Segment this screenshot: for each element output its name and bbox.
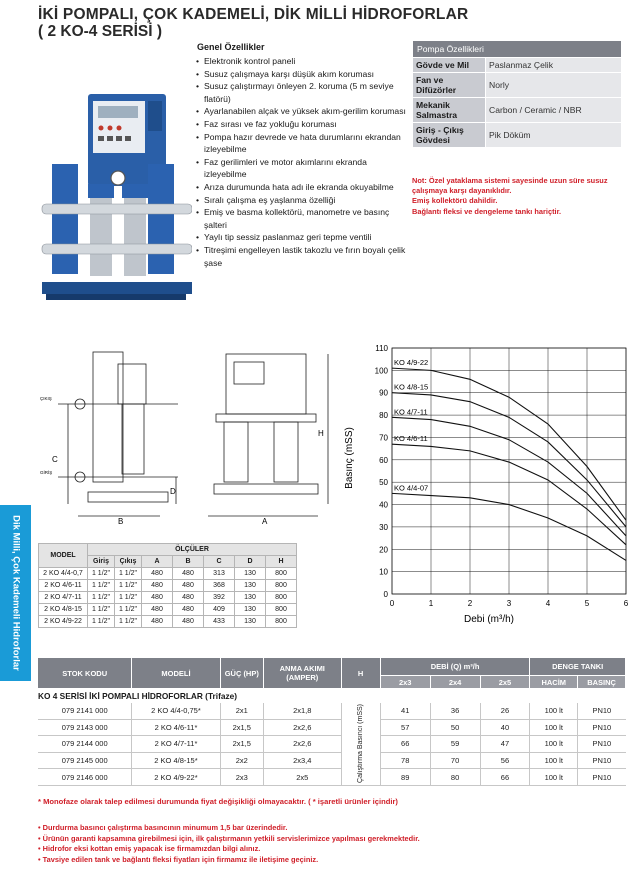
page-subtitle: ( 2 KO-4 SERİSİ ): [38, 23, 163, 40]
col-tank-sub: HACİM: [530, 676, 578, 689]
y-tick-label: 40: [379, 500, 388, 510]
table-cell: 70: [430, 752, 480, 769]
curve-label: KO 4/6-11: [394, 434, 428, 444]
dims-cell: 392: [204, 592, 235, 604]
col-tank: DENGE TANKI: [530, 658, 626, 676]
h-vertical-label: Çalıştırma Basıncı (mSS): [356, 703, 364, 783]
feature-item: • Sıralı çalışma eş yaşlanma özelliği: [194, 194, 406, 207]
curve-label: KO 4/7-11: [394, 407, 428, 417]
table-cell: 66: [480, 769, 530, 786]
red-note-line: Bağlantı fleksi ve dengeleme tankı hariçtir.: [412, 206, 562, 216]
curve-label: KO 4/4-07: [394, 483, 429, 493]
x-tick-label: 6: [623, 599, 629, 608]
dims-col: Giriş: [88, 556, 115, 568]
table-cell: 2x3,4: [264, 752, 341, 769]
dims-cell: 1 1/2": [88, 604, 115, 616]
table-cell: 100 lt: [530, 703, 578, 719]
table-row: [38, 769, 626, 786]
features-title: Genel Özellikler: [197, 42, 265, 52]
table-cell: PN10: [578, 752, 626, 769]
table-cell: PN10: [578, 703, 626, 719]
table-cell: 2 KO 4/6-11*: [132, 719, 220, 736]
feature-item: • Elektronik kontrol paneli: [194, 55, 406, 68]
x-tick-label: 3: [506, 599, 512, 608]
dim-label-d: D: [170, 487, 176, 496]
feature-item: • Titreşimi engelleyen lastik takozlu ve fırın boyalı çelik şase: [194, 244, 406, 269]
dims-cell: 480: [173, 604, 204, 616]
col-power: GÜÇ (HP): [220, 658, 264, 688]
dims-cell: 480: [142, 568, 173, 580]
table-cell: 079 2141 000: [38, 703, 132, 719]
table-cell: 2x1,5: [220, 736, 264, 753]
table-row: [38, 719, 626, 736]
table-cell: 079 2143 000: [38, 719, 132, 736]
x-tick-label: 2: [467, 599, 473, 608]
table-cell: 41: [380, 703, 430, 719]
y-tick-label: 20: [379, 545, 388, 555]
dims-cell: 480: [173, 592, 204, 604]
red-note: [412, 176, 627, 217]
dims-cell: 480: [173, 616, 204, 628]
feature-item: • Faz sırası ve faz yokluğu koruması: [194, 118, 406, 131]
dims-cell: 1 1/2": [115, 616, 142, 628]
col-flow-sub: 2x4: [430, 676, 480, 689]
product-photo: [38, 46, 192, 314]
dims-cell: 1 1/2": [88, 592, 115, 604]
dims-cell: 2 KO 4/8-15: [39, 604, 88, 616]
dims-cell: 1 1/2": [88, 616, 115, 628]
bottom-note: • Hidrofor eksi kottan emiş yapacak ise firmamızdan bilgi alınız.: [38, 844, 420, 855]
spec-key: Giriş - Çıkış Gövdesi: [413, 123, 486, 148]
curve-label: KO 4/9-22: [394, 358, 429, 368]
table-section-title: KO 4 SERİSİ İKİ POMPALI HİDROFORLAR (Trifaze): [38, 690, 237, 701]
dims-cell: 480: [142, 592, 173, 604]
dims-row: [39, 580, 297, 592]
features-list: [194, 55, 406, 269]
table-cell: 57: [380, 719, 430, 736]
table-cell: 2x1,5: [220, 719, 264, 736]
side-tab-label: Dik Milli, Çok Kademeli Hidroforlar: [10, 515, 21, 671]
dim-label-c: C: [52, 455, 58, 464]
table-cell: 079 2144 000: [38, 736, 132, 753]
table-cell: 56: [480, 752, 530, 769]
dims-col: D: [235, 556, 266, 568]
table-cell: PN10: [578, 736, 626, 753]
dims-cell: 800: [266, 604, 297, 616]
chart-ylabel: Basınç (mSS): [344, 427, 355, 489]
table-cell: 100 lt: [530, 769, 578, 786]
feature-item: • Susuz çalıştırmayı önleyen 2. koruma (5 m seviye flatörü): [194, 80, 406, 105]
models-table: [38, 658, 626, 786]
table-cell: 80: [430, 769, 480, 786]
red-note-line: Not: Özel yataklama sistemi sayesinde uzun süre susuz çalışmaya karşı dayanıklıdır.: [412, 176, 608, 196]
dims-cell: 800: [266, 592, 297, 604]
table-cell: 2 KO 4/9-22*: [132, 769, 220, 786]
col-flow: DEBİ (Q) m³/h: [380, 658, 530, 676]
spec-value: Norly: [486, 73, 622, 98]
y-tick-label: 60: [379, 455, 388, 465]
table-cell: 2x2,6: [264, 736, 341, 753]
side-tab: [0, 505, 31, 681]
red-note-line: Emiş kollektörü dahildir.: [412, 196, 498, 206]
table-cell: 2x3: [220, 769, 264, 786]
table-cell: 59: [430, 736, 480, 753]
col-tank-sub: BASINÇ: [578, 676, 626, 689]
outlet-label: ÇIKIŞ: [40, 396, 52, 401]
dims-col: C: [204, 556, 235, 568]
y-tick-label: 30: [379, 522, 388, 532]
dims-cell: 130: [235, 568, 266, 580]
dims-cell: 2 KO 4/7-11: [39, 592, 88, 604]
dims-col: A: [142, 556, 173, 568]
y-tick-label: 90: [379, 388, 388, 398]
spec-value: Pik Döküm: [486, 123, 622, 148]
dims-cell: 800: [266, 616, 297, 628]
dims-col: Çıkış: [115, 556, 142, 568]
table-cell: 78: [380, 752, 430, 769]
technical-drawing: [38, 344, 338, 532]
dims-col: H: [266, 556, 297, 568]
page-title: İKİ POMPALI, ÇOK KADEMELİ, DİK MİLLİ HİDROFORLAR: [38, 6, 469, 23]
footnote: * Monofaze olarak talep edilmesi durumunda fiyat değişikliği olmayacaktır. ( * işaretli ürünler içindir): [38, 797, 398, 806]
dims-cell: 1 1/2": [115, 604, 142, 616]
dims-cell: 313: [204, 568, 235, 580]
y-tick-label: 0: [383, 590, 388, 599]
col-stock-code: STOK KODU: [38, 658, 132, 688]
dims-cell: 480: [173, 580, 204, 592]
table-cell: 100 lt: [530, 719, 578, 736]
table-cell: 2x1: [220, 703, 264, 719]
dimensions-table: [38, 543, 297, 628]
table-cell: 2x1,8: [264, 703, 341, 719]
spec-value: Paslanmaz Çelik: [486, 58, 622, 73]
dims-cell: 409: [204, 604, 235, 616]
feature-item: • Pompa hazır devrede ve hata durumlarını ekrandan izleyebilme: [194, 131, 406, 156]
table-cell: 2 KO 4/8-15*: [132, 752, 220, 769]
table-cell: 2x2,6: [264, 719, 341, 736]
dims-cell: 1 1/2": [115, 580, 142, 592]
table-cell: PN10: [578, 769, 626, 786]
table-cell: 100 lt: [530, 736, 578, 753]
dims-col: B: [173, 556, 204, 568]
table-cell: 079 2146 000: [38, 769, 132, 786]
table-cell: 47: [480, 736, 530, 753]
col-flow-sub: 2x5: [480, 676, 530, 689]
y-tick-label: 10: [379, 567, 388, 577]
spec-value: Carbon / Ceramic / NBR: [486, 98, 622, 123]
dims-cell: 800: [266, 568, 297, 580]
table-cell: 26: [480, 703, 530, 719]
col-h: H: [341, 658, 380, 688]
dims-cell: 480: [173, 568, 204, 580]
dims-model-header: MODEL: [39, 544, 88, 568]
dims-cell: 368: [204, 580, 235, 592]
bottom-notes: [38, 823, 420, 865]
bottom-note: • Ürünün garanti kapsamına girebilmesi için, ilk çalıştırmanın yetkili servislerimizce yapılması gerekmektedir.: [38, 834, 420, 845]
dims-row: [39, 568, 297, 580]
pump-specs-table: [412, 40, 622, 148]
table-cell: 2 KO 4/4-0,75*: [132, 703, 220, 719]
y-tick-label: 110: [375, 344, 388, 353]
x-tick-label: 4: [545, 599, 551, 608]
table-cell: 36: [430, 703, 480, 719]
h-vertical-cell: [341, 703, 380, 785]
dims-cell: 480: [142, 616, 173, 628]
dim-label-h: H: [318, 429, 324, 438]
table-row: [38, 752, 626, 769]
dims-cell: 1 1/2": [88, 568, 115, 580]
feature-item: • Faz gerilimleri ve motor akımlarını ekranda izleyebilme: [194, 156, 406, 181]
dims-cell: 433: [204, 616, 235, 628]
bottom-note: • Tavsiye edilen tank ve bağlantı fleksi fiyatları için firmamız ile iletişime geçiniz.: [38, 855, 420, 866]
spec-key: Gövde ve Mil: [413, 58, 486, 73]
pump-specs-header: Pompa Özellikleri: [413, 41, 622, 58]
col-model: MODELİ: [132, 658, 220, 688]
table-row: [38, 703, 626, 719]
table-cell: 50: [430, 719, 480, 736]
table-cell: 2 KO 4/7-11*: [132, 736, 220, 753]
col-current: ANMA AKIMI (AMPER): [264, 658, 341, 688]
x-tick-label: 0: [389, 599, 395, 608]
dims-cell: 1 1/2": [115, 592, 142, 604]
dims-cell: 130: [235, 604, 266, 616]
y-tick-label: 50: [379, 478, 388, 488]
dims-cell: 130: [235, 616, 266, 628]
dims-cell: 130: [235, 592, 266, 604]
feature-item: • Ayarlanabilen alçak ve yüksek akım-gerilim koruması: [194, 105, 406, 118]
dims-row: [39, 616, 297, 628]
dims-cell: 130: [235, 580, 266, 592]
table-cell: 079 2145 000: [38, 752, 132, 769]
dims-row: [39, 604, 297, 616]
table-cell: 2x2: [220, 752, 264, 769]
feature-item: • Susuz çalışmaya karşı düşük akım koruması: [194, 68, 406, 81]
dim-label-a: A: [262, 517, 268, 526]
feature-item: • Yaylı tip sessiz paslanmaz geri tepme ventili: [194, 231, 406, 244]
table-cell: 40: [480, 719, 530, 736]
feature-item: • Emiş ve basma kollektörü, manometre ve basınç şalteri: [194, 206, 406, 231]
curve-label: KO 4/8-15: [394, 382, 429, 392]
dims-cell: 800: [266, 580, 297, 592]
table-row: [38, 736, 626, 753]
dims-cell: 2 KO 4/6-11: [39, 580, 88, 592]
table-cell: 66: [380, 736, 430, 753]
spec-key: Fan ve Difüzörler: [413, 73, 486, 98]
dim-label-b: B: [118, 517, 124, 526]
dims-cell: 2 KO 4/4-0,7: [39, 568, 88, 580]
dims-cell: 480: [142, 580, 173, 592]
inlet-label: GİRİŞ: [40, 470, 53, 475]
table-cell: 100 lt: [530, 752, 578, 769]
dims-row: [39, 592, 297, 604]
y-tick-label: 70: [379, 433, 388, 443]
col-flow-sub: 2x3: [380, 676, 430, 689]
bottom-note: • Durdurma basıncı çalıştırma basıncının minumum 1,5 bar üzerindedir.: [38, 823, 420, 834]
y-tick-label: 100: [374, 366, 388, 376]
dims-cell: 2 KO 4/9-22: [39, 616, 88, 628]
dims-cell: 480: [142, 604, 173, 616]
dims-cell: 1 1/2": [88, 580, 115, 592]
performance-chart: [340, 338, 638, 628]
y-tick-label: 80: [379, 411, 388, 421]
chart-xlabel: Debi (m³/h): [463, 614, 515, 625]
x-tick-label: 5: [584, 599, 590, 608]
table-cell: 89: [380, 769, 430, 786]
table-cell: PN10: [578, 719, 626, 736]
table-cell: 2x5: [264, 769, 341, 786]
dims-group-header: ÖLÇÜLER: [88, 544, 297, 556]
spec-key: Mekanik Salmastra: [413, 98, 486, 123]
dims-cell: 1 1/2": [115, 568, 142, 580]
x-tick-label: 1: [428, 599, 434, 608]
feature-item: • Arıza durumunda hata adı ile ekranda okuyabilme: [194, 181, 406, 194]
